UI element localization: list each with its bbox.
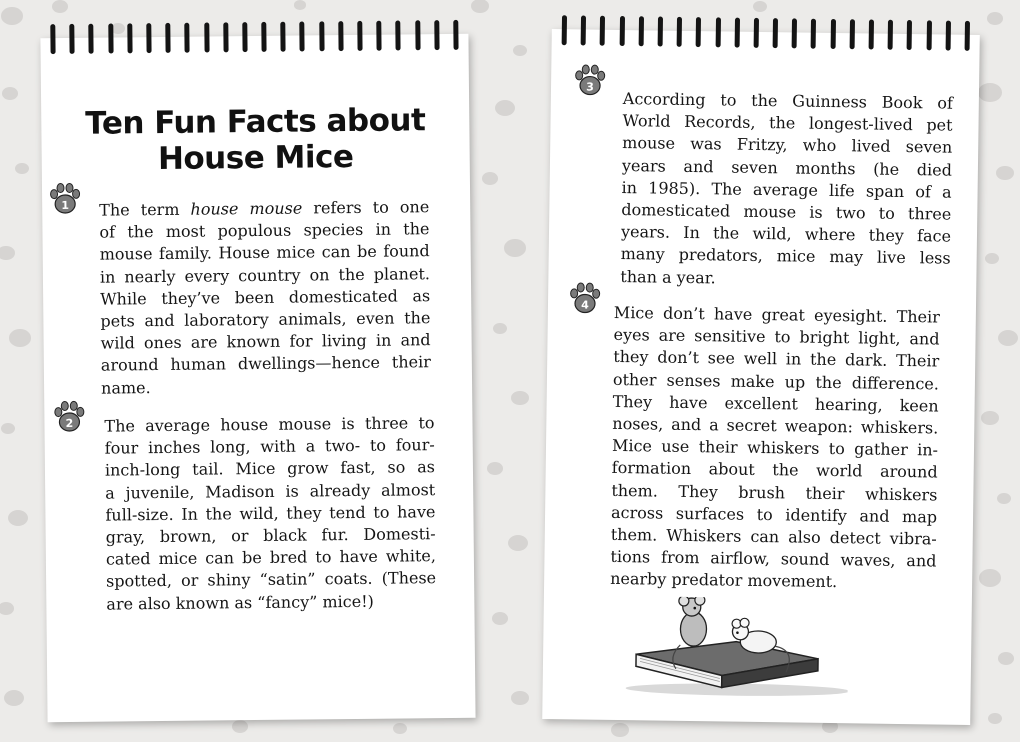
spiral-coil <box>127 23 132 53</box>
background-dot <box>985 253 999 264</box>
text-line: noses, and a secret weapon: whiskers. <box>612 413 939 438</box>
fact-1-text <box>99 196 431 399</box>
background-dot <box>495 100 515 116</box>
spiral-coil <box>261 22 266 52</box>
text-line: they don’t see well in the dark. Their <box>613 347 940 371</box>
background-dot <box>997 493 1011 504</box>
spiral-coil <box>69 24 74 54</box>
paw-print-icon <box>48 182 82 216</box>
svg-text:1: 1 <box>61 198 70 213</box>
text-line: them. They brush their whiskers <box>611 480 938 505</box>
two-mice-on-book-illustration <box>618 596 849 699</box>
text-line: formation about the world around <box>611 458 938 482</box>
text-line: nearby predator movement. <box>610 569 838 592</box>
spiral-coil <box>830 19 835 49</box>
text-line: of the most populous species in the <box>99 219 430 242</box>
text-line: Mice don’t have great eyesight. Their <box>613 302 940 327</box>
background-dot <box>9 329 31 347</box>
spiral-coil <box>453 20 458 50</box>
text-line: many predators, mice may live less <box>620 244 951 269</box>
text-line: them. Whiskers can also detect vibra- <box>610 524 937 549</box>
notepad-page-left <box>40 34 475 722</box>
spiral-coil <box>677 17 682 47</box>
background-dot <box>393 723 407 734</box>
spiral-coil <box>907 20 912 50</box>
background-dot <box>493 323 507 334</box>
spiral-coil <box>223 22 228 52</box>
text-line: years and seven months (he died <box>621 155 953 180</box>
background-dot <box>487 462 503 475</box>
spiral-coil <box>89 24 94 54</box>
spiral-coil <box>792 18 797 48</box>
spiral-coil <box>281 22 286 52</box>
spiral-coil <box>185 23 190 53</box>
text-line: spotted, or shiny “satin” coats. (These <box>106 568 437 592</box>
spiral-coil <box>926 20 931 50</box>
spiral-coil <box>619 16 624 46</box>
spiral-coil <box>658 17 663 47</box>
text-line: full-size. In the wild, they tend to have <box>105 501 436 525</box>
text-line: a juvenile, Madison is already almost <box>105 479 436 503</box>
spiral-coil <box>165 23 170 53</box>
spiral-coil <box>638 16 643 46</box>
spiral-coil <box>357 21 362 51</box>
spiral-coil <box>108 24 113 54</box>
text-line: mouse family. House mice can be found <box>99 241 430 265</box>
spiral-coil <box>965 21 970 51</box>
background-dot <box>611 723 629 737</box>
title-line: Ten Fun Facts about <box>85 102 426 142</box>
spiral-coil <box>396 20 401 50</box>
background-dot <box>988 713 1002 724</box>
background-dot <box>978 83 1002 102</box>
background-dot <box>2 87 18 100</box>
background-dot <box>513 45 527 56</box>
text-line: cated mice can be bred to have white, <box>105 546 436 569</box>
text-line: name. <box>100 377 151 398</box>
background-dot <box>504 239 526 257</box>
fact-2-text <box>104 412 436 615</box>
background-dot <box>511 691 529 705</box>
text-line: The average house mouse is three to <box>104 413 435 436</box>
background-dot <box>492 612 508 625</box>
background-dot <box>1 423 15 434</box>
text-line: in 1985). The average life span of a <box>621 177 952 202</box>
text-line: than a year. <box>620 266 716 287</box>
spiral-coil <box>888 20 893 50</box>
background-dot <box>4 690 24 706</box>
text-line: tions from airflow, sound waves, and <box>610 547 937 571</box>
text-line: years. In the wild, where they face <box>620 222 952 246</box>
background-dot <box>508 535 528 551</box>
svg-text:4: 4 <box>581 298 589 312</box>
text-line: Mice use their whiskers to gather in- <box>611 436 939 460</box>
background-dot <box>15 163 29 174</box>
spiral-coil <box>300 21 305 51</box>
spiral-coil <box>696 17 701 47</box>
spiral-coil <box>50 24 55 54</box>
paw-print-icon <box>573 63 607 97</box>
spiral-coil <box>434 20 439 50</box>
background-dot <box>998 652 1014 665</box>
notepad-page-right <box>542 29 980 725</box>
background-dot <box>1 7 23 25</box>
spiral-coil <box>581 15 586 45</box>
spiral-coil <box>869 19 874 49</box>
spiral-coil <box>753 18 758 48</box>
text-line: domesticated mouse is two to three <box>621 200 952 224</box>
background-dot <box>8 510 28 526</box>
fact-3-text <box>620 88 953 292</box>
text-line: World Records, the longest-lived pet <box>622 111 953 135</box>
svg-text:2: 2 <box>65 416 74 431</box>
background-dot <box>979 569 1001 587</box>
text-line: inch-long tail. Mice grow fast, so as <box>104 457 436 481</box>
text-line: other senses make up the difference. <box>612 369 940 394</box>
page-title <box>61 102 450 178</box>
text-line: The term house mouse refers to one <box>99 197 430 220</box>
spiral-coil <box>600 16 605 46</box>
spiral-coil <box>242 22 247 52</box>
text-line: in nearly every country on the planet. <box>99 263 431 287</box>
spiral-coil <box>338 21 343 51</box>
text-line: are also known as “fancy” mice!) <box>106 591 374 614</box>
text-line: gray, brown, or black fur. Domesti- <box>105 524 436 547</box>
spiral-coil <box>734 18 739 48</box>
spiral-coil <box>715 17 720 47</box>
spiral-coil <box>562 15 567 45</box>
background-dot <box>753 1 767 12</box>
background-dot <box>232 720 248 733</box>
background-dot <box>482 172 498 185</box>
background-dot <box>471 0 489 13</box>
spiral-coil <box>773 18 778 48</box>
text-line: While they’ve been domesticated as <box>100 286 431 309</box>
text-line: According to the Guinness Book of <box>622 89 953 113</box>
spiral-coil <box>811 19 816 49</box>
text-line: pets and laboratory animals, even the <box>100 308 431 331</box>
paw-print-icon <box>568 281 602 315</box>
text-line: They have excellent hearing, keen <box>612 391 939 416</box>
spiral-coil <box>204 22 209 52</box>
text-line: eyes are sensitive to bright light, and <box>613 325 940 349</box>
spiral-coil <box>376 21 381 51</box>
text-line: mouse was Fritzy, who lived seven <box>622 133 953 158</box>
text-line: wild ones are known for living in and <box>100 330 431 353</box>
spiral-binding <box>50 20 458 54</box>
background-dot <box>987 12 1003 25</box>
fact-4-text <box>610 302 940 595</box>
italic-term: house mouse <box>190 198 303 219</box>
svg-text:3: 3 <box>586 80 594 94</box>
text-line: four inches long, with a two- to four- <box>104 435 435 458</box>
spiral-coil <box>146 23 151 53</box>
text-line: across surfaces to identify and map <box>610 502 938 527</box>
background-dot <box>0 246 15 260</box>
paw-print-icon <box>52 400 86 434</box>
spiral-coil <box>319 21 324 51</box>
background-dot <box>981 411 999 425</box>
spiral-binding <box>562 15 970 51</box>
background-dot <box>511 391 529 405</box>
spiral-coil <box>849 19 854 49</box>
text-line: around human dwellings—hence their <box>100 352 431 376</box>
spiral-coil <box>415 20 420 50</box>
background-dot <box>996 166 1014 180</box>
background-dot <box>998 330 1018 346</box>
title-line: House Mice <box>157 138 354 178</box>
spiral-coil <box>945 21 950 51</box>
background-dot <box>52 0 68 13</box>
background-dot <box>294 0 306 10</box>
background-dot <box>0 602 14 615</box>
